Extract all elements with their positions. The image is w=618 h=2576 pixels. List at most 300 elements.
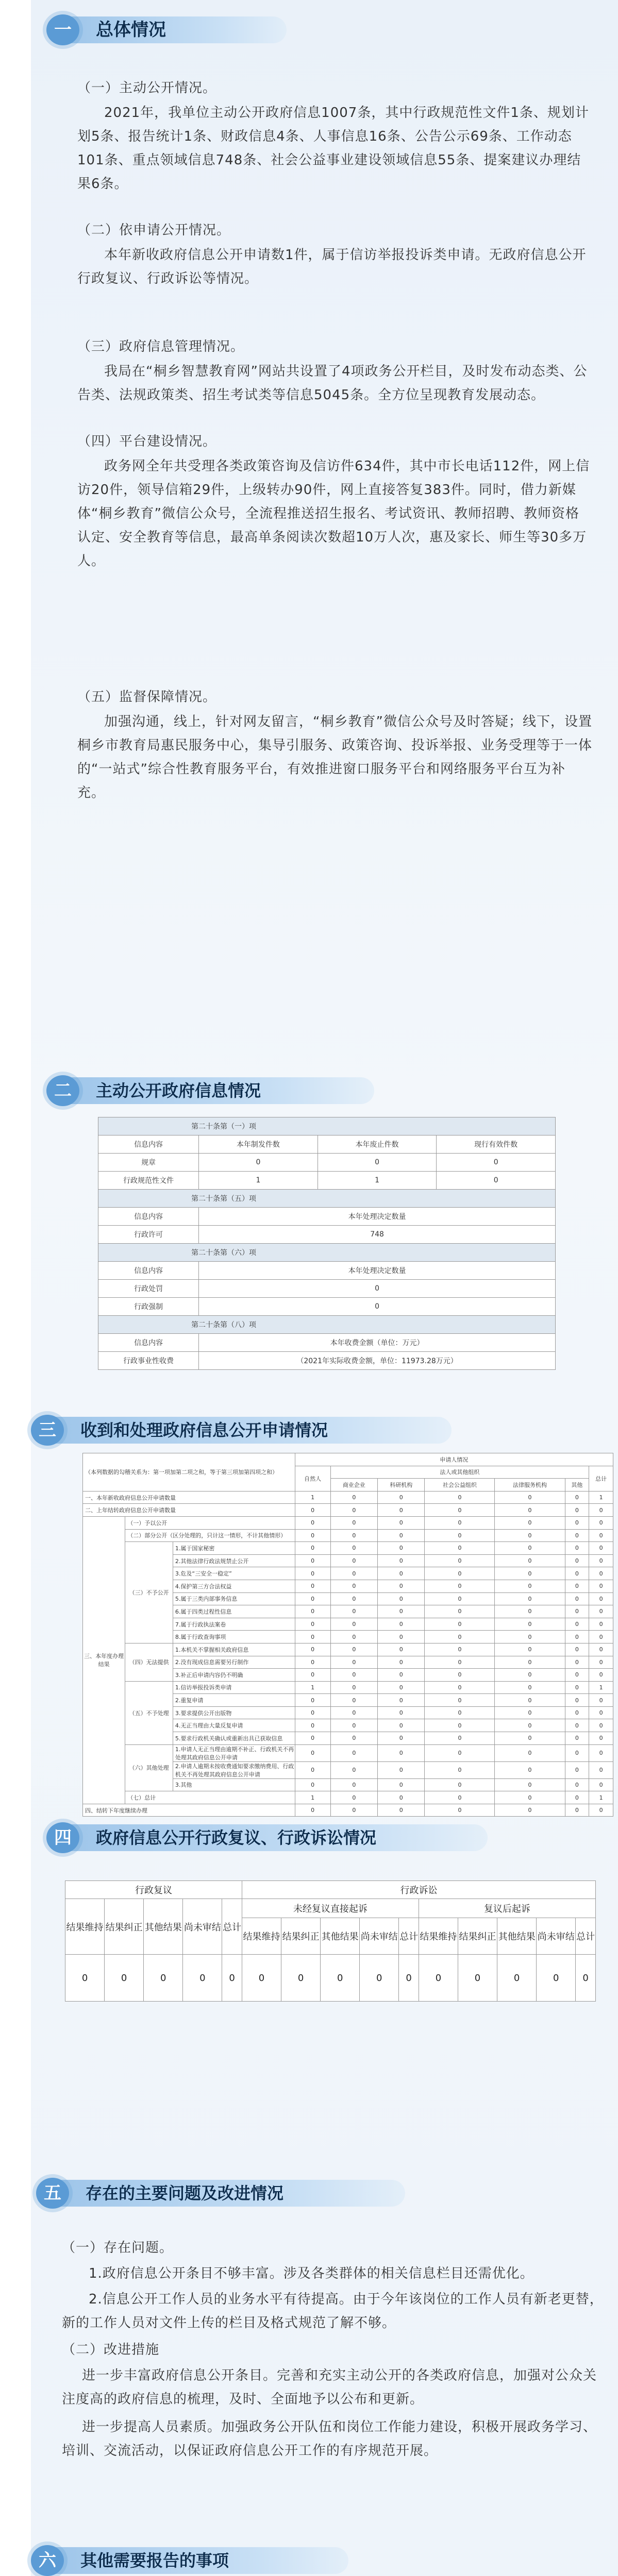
col-header: 结果维持 [419,1918,458,1955]
table-row [83,1804,613,1817]
cell-value: 0 [495,1491,565,1504]
cell-value: 0 [425,1643,495,1656]
row-label: 3.补正后申请内容仍不明确 [173,1669,295,1682]
cell-value: 0 [378,1804,425,1817]
cell-value: 0 [425,1592,495,1605]
col-legal-entities: 法人或其他组织 [330,1466,589,1479]
cell-value: 0 [105,1955,144,2002]
cell-value: 0 [565,1681,589,1694]
cell-value: 0 [321,1955,360,2002]
row-label: 1.申请人无正当理由逾期不补正、行政机关不再处理其政府信息公开申请 [173,1744,295,1761]
admin-litigation-header: 行政诉讼 [242,1881,595,1899]
col-header: 尚未审结 [183,1899,222,1955]
cell-value: 0 [495,1554,565,1567]
col-header: 总计 [399,1918,419,1955]
col-header: 结果纠正 [105,1899,144,1955]
cell-value: 0 [330,1732,377,1745]
cell-value: 0 [495,1719,565,1732]
cell-value: 0 [330,1504,377,1517]
row-label: 5.要求行政机关确认或重新出具已获取信息 [173,1732,295,1745]
cell-value: 0 [565,1732,589,1745]
cell-value: （2021年实际收费金额，单位：11973.28万元） [199,1352,556,1370]
cell-value: 0 [425,1719,495,1732]
cell-value: 0 [425,1516,495,1529]
s5-measures-heading: （二）改进措施 [62,2342,160,2358]
row-label: 规章 [98,1154,199,1172]
cell-value: 0 [295,1732,330,1745]
cell-value: 0 [495,1656,565,1669]
col-sub: 商业企业 [330,1479,377,1492]
cell-value: 0 [495,1542,565,1555]
col-header: 其他结果 [144,1899,183,1955]
cell-value: 0 [565,1706,589,1719]
side-label-results: 三、本年度办理结果 [83,1516,125,1804]
col-sub: 社会公益组织 [425,1479,495,1492]
col-header: 其他结果 [497,1918,537,1955]
cell-value: 0 [565,1592,589,1605]
cell-value: 0 [565,1761,589,1778]
col-header: 尚未审结 [360,1918,399,1955]
cell-value: 0 [295,1778,330,1791]
table-row [83,1516,613,1529]
cell-value: 0 [378,1732,425,1745]
cell-value: 0 [318,1154,437,1172]
corner-note: （本列数据的勾稽关系为：第一项加第二项之和，等于第三项加第四项之和） [83,1453,295,1492]
cell-value: 0 [378,1791,425,1804]
row-label: 3.其他 [173,1778,295,1791]
cell-value: 0 [425,1732,495,1745]
col-header: 本年制发件数 [199,1136,318,1154]
col-header: 结果维持 [65,1899,105,1955]
section-4-header [46,1821,490,1854]
row-label: 3.危及“三安全一稳定” [173,1567,295,1580]
s1-p4-heading: （四）平台建设情况。 [77,434,217,449]
cell-value: 748 [199,1226,556,1244]
cell-value: 0 [378,1618,425,1631]
cell-value: 0 [295,1542,330,1555]
row-label: 一、本年新收政府信息公开申请数量 [83,1491,295,1504]
cell-value: 0 [295,1529,330,1542]
col-header: 其他结果 [321,1918,360,1955]
row-label: 4.无正当理由大量反复申请 [173,1719,295,1732]
cell-value: 0 [495,1681,565,1694]
cell-value: 0 [295,1804,330,1817]
cell-value: 0 [295,1618,330,1631]
cell-value: 0 [565,1605,589,1618]
cell-value: 0 [295,1669,330,1682]
row-label: 行政规范性文件 [98,1172,199,1190]
cell-value: 0 [425,1744,495,1761]
cell-value: 0 [330,1804,377,1817]
cell-value: 0 [589,1744,613,1761]
cell-value: 0 [565,1643,589,1656]
row-label: 2.没有现成信息需要另行制作 [173,1656,295,1669]
cell-value: 0 [378,1567,425,1580]
col-header: 信息内容 [98,1262,199,1280]
cell-value: 0 [589,1804,613,1817]
col-header: 总计 [222,1899,242,1955]
cell-value: 0 [565,1554,589,1567]
cell-value: 0 [378,1694,425,1707]
cell-value: 1 [318,1172,437,1190]
s1-p4-body: 政务网全年共受理各类政策咨询及信访件634件，其中市长电话112件，网上信访20件，领导信箱29件，上级转办90件，网上直接答复383件。同时，借力新媒体“桐乡教育”微信公众号，全流程推送招生报名、考试资讯、教师招聘、教师资格认定、安全教育等信息，最高单条阅读次数超10万人次，惠及家长、师生等30多万人。 [77,459,590,569]
cell-value: 0 [378,1529,425,1542]
cell-value: 0 [144,1955,183,2002]
cell-value: 0 [425,1605,495,1618]
cell-value: 0 [425,1542,495,1555]
s1-p2-heading: （二）依申请公开情况。 [77,223,231,238]
row-label: 7.属于行政执法案卷 [173,1618,295,1631]
cell-value: 0 [537,1955,576,2002]
cell-value: 0 [295,1643,330,1656]
cell-value: 0 [330,1567,377,1580]
row-label: （二）部分公开（区分处理的，只计这一情形，不计其他情形） [125,1529,295,1542]
cell-value: 1 [295,1681,330,1694]
row-label: 8.属于行政查询事项 [173,1631,295,1643]
cell-value: 0 [425,1681,495,1694]
table-row [83,1542,613,1555]
row-label: 行政处罚 [98,1280,199,1298]
cell-value: 0 [295,1516,330,1529]
cell-value: 0 [425,1656,495,1669]
cell-value: 0 [295,1504,330,1517]
row-label: 四、结转下年度继续办理 [83,1804,295,1817]
cell-value: 0 [565,1791,589,1804]
cell-value: 0 [330,1516,377,1529]
col-header: 尚未审结 [537,1918,576,1955]
cell-value: 0 [199,1154,318,1172]
post-review-suit-header: 复议后起诉 [419,1899,595,1918]
cell-value: 0 [589,1605,613,1618]
row-label: 1.属于国家秘密 [173,1542,295,1555]
col-natural-person: 自然人 [295,1466,330,1491]
col-header: 结果维持 [242,1918,281,1955]
s1-p5-heading: （五）监督保障情况。 [77,689,217,705]
col-header: 本年收费金额（单位：万元） [199,1334,556,1352]
table-row [83,1529,613,1542]
col-header: 本年处理决定数量 [199,1208,556,1226]
group-label: （六）其他处理 [125,1744,173,1791]
cell-value: 0 [495,1529,565,1542]
section-3-number: 三 [31,1415,64,1446]
cell-value: 0 [222,1955,242,2002]
s5-measure-1: 进一步丰富政府信息公开条目。完善和充实主动公开的各类政府信息，加强对公众关注度高的政府信息的梳理，及时、全面地予以公布和更新。 [62,2368,597,2407]
s1-p2-body: 本年新收政府信息公开申请数1件，属于信访举报投诉类申请。无政府信息公开行政复议、行政诉讼等情况。 [77,247,587,286]
cell-value: 0 [495,1592,565,1605]
cell-value: 0 [330,1656,377,1669]
cell-value: 0 [378,1631,425,1643]
cell-value: 0 [183,1955,222,2002]
cell-value: 0 [565,1669,589,1682]
section-1-header [46,13,289,46]
section-6-number: 六 [31,2545,64,2576]
cell-value: 0 [330,1778,377,1791]
cell-value: 0 [330,1643,377,1656]
cell-value: 0 [425,1618,495,1631]
cell-value: 0 [565,1656,589,1669]
table-row [83,1491,613,1504]
cell-value: 0 [281,1955,321,2002]
group-label: （四）无法提供 [125,1643,173,1681]
cell-value: 0 [378,1656,425,1669]
table-row [83,1744,613,1761]
cell-value: 0 [425,1791,495,1804]
cell-value: 0 [589,1554,613,1567]
section-2-header [46,1074,376,1107]
cell-value: 0 [425,1631,495,1643]
admin-review-header: 行政复议 [65,1881,242,1899]
cell-value: 1 [589,1491,613,1504]
cell-value: 0 [330,1580,377,1592]
cell-value: 0 [495,1791,565,1804]
row-label: 1.本机关不掌握相关政府信息 [173,1643,295,1656]
s5-issue-2: 2.信息公开工作人员的业务水平有待提高。由于今年该岗位的工作人员有新老更替，新的工作人员对文件上传的栏目及格式规范了解不够。 [62,2292,604,2331]
cell-value: 0 [330,1791,377,1804]
section-6-header [31,2544,350,2576]
cell-value: 0 [330,1529,377,1542]
cell-value: 0 [330,1554,377,1567]
cell-value: 0 [565,1618,589,1631]
cell-value: 0 [589,1732,613,1745]
cell-value: 0 [565,1529,589,1542]
col-sub: 科研机构 [378,1479,425,1492]
cell-value: 0 [425,1567,495,1580]
cell-value: 0 [495,1694,565,1707]
table-row [83,1504,613,1517]
cell-value: 0 [495,1605,565,1618]
col-header: 信息内容 [98,1208,199,1226]
cell-value: 0 [425,1504,495,1517]
cell-value: 0 [589,1669,613,1682]
application-table-body [83,1491,613,1817]
col-header: 信息内容 [98,1136,199,1154]
cell-value: 0 [425,1580,495,1592]
cell-value: 0 [295,1694,330,1707]
cell-value: 0 [565,1542,589,1555]
cell-value: 0 [378,1504,425,1517]
cell-value: 0 [378,1643,425,1656]
cell-value: 0 [589,1778,613,1791]
cell-value: 0 [295,1744,330,1761]
section-1-number: 一 [46,14,79,45]
cell-value: 0 [378,1761,425,1778]
cell-value: 0 [495,1706,565,1719]
cell-value: 0 [458,1955,497,2002]
cell-value: 0 [199,1298,556,1316]
row-label: （一）予以公开 [125,1516,295,1529]
cell-value: 0 [565,1567,589,1580]
cell-value: 0 [565,1778,589,1791]
cell-value: 0 [589,1761,613,1778]
cell-value: 0 [378,1580,425,1592]
cell-value: 0 [495,1732,565,1745]
cell-value: 0 [437,1154,556,1172]
cell-value: 0 [495,1631,565,1643]
cell-value: 0 [495,1778,565,1791]
cell-value: 0 [565,1504,589,1517]
col-sub: 其他 [565,1479,589,1492]
cell-value: 1 [589,1681,613,1694]
col-total: 总计 [589,1466,613,1491]
cell-value: 0 [295,1580,330,1592]
row-label: 行政强制 [98,1298,199,1316]
row-label: 3.要求提供公开出版物 [173,1706,295,1719]
cell-value: 0 [565,1694,589,1707]
cell-value: 0 [589,1516,613,1529]
row-label: 2.申请人逾期未按收费通知要求缴纳费用、行政机关不再处理其政府信息公开申请 [173,1761,295,1778]
cell-value: 0 [589,1618,613,1631]
s1-p1-body: 2021年，我单位主动公开政府信息1007条，其中行政规范性文件1条、规划计划5条、报告统计1条、财政信息4条、人事信息16条、公告公示69条、工作动态101条、重点领域信息748条、社会公益事业建设领域信息55条、提案建议办理结果6条。 [77,105,589,192]
cell-value: 0 [378,1554,425,1567]
col-header: 结果纠正 [458,1918,497,1955]
application-table [82,1453,613,1817]
table-row [83,1643,613,1656]
section-4-title: 政府信息公开行政复议、行政诉讼情况 [71,1824,488,1851]
cell-value: 0 [425,1554,495,1567]
row-label: 行政事业性收费 [98,1352,199,1370]
cell-value: 0 [330,1681,377,1694]
cell-value: 0 [330,1631,377,1643]
section-5-title: 存在的主要问题及改进情况 [61,2180,405,2207]
cell-value: 0 [378,1542,425,1555]
s1-p3-heading: （三）政府信息管理情况。 [77,339,245,354]
cell-value: 0 [378,1719,425,1732]
cell-value: 1 [295,1491,330,1504]
cell-value: 0 [378,1605,425,1618]
s5-issue-1: 1.政府信息公开条目不够丰富。涉及各类群体的相关信息栏目还需优化。 [89,2266,534,2281]
row-label: 5.属于三类内部事务信息 [173,1592,295,1605]
cell-value: 0 [295,1567,330,1580]
band-article-20-8: 第二十条第（八）项 [98,1316,556,1334]
cell-value: 0 [419,1955,458,2002]
cell-value: 0 [295,1631,330,1643]
cell-value: 0 [330,1542,377,1555]
s5-measure-2: 进一步提高人员素质。加强政务公开队伍和岗位工作能力建设，积极开展政务学习、培训、交流活动，以保证政府信息公开工作的有序规范开展。 [62,2419,597,2459]
band-article-20-1: 第二十条第（一）项 [98,1117,556,1136]
cell-value: 0 [589,1504,613,1517]
cell-value: 0 [495,1761,565,1778]
row-label: 2.其他法律行政法规禁止公开 [173,1554,295,1567]
cell-value: 0 [295,1706,330,1719]
section-4-number: 四 [46,1822,79,1853]
s5-issues-heading: （一）存在问题。 [62,2240,174,2256]
section-5-number: 五 [36,2178,69,2209]
cell-value: 0 [330,1618,377,1631]
col-header: 本年处理决定数量 [199,1262,556,1280]
section-5-header [36,2177,407,2210]
row-label: 二、上年结转政府信息公开申请数量 [83,1504,295,1517]
cell-value: 0 [437,1172,556,1190]
cell-value: 0 [425,1761,495,1778]
cell-value: 0 [495,1618,565,1631]
cell-value: 0 [565,1804,589,1817]
cell-value: 0 [576,1955,596,2002]
band-article-20-5: 第二十条第（五）项 [98,1190,556,1208]
cell-value: 0 [425,1778,495,1791]
cell-value: 0 [399,1955,419,2002]
cell-value: 0 [425,1669,495,1682]
cell-value: 0 [589,1656,613,1669]
group-label: （三）不予公开 [125,1542,173,1643]
cell-value: 0 [589,1719,613,1732]
cell-value: 0 [565,1719,589,1732]
band-article-20-6: 第二十条第（六）项 [98,1244,556,1262]
col-header: 本年废止件数 [318,1136,437,1154]
table-row [83,1791,613,1804]
cell-value: 0 [360,1955,399,2002]
cell-value: 0 [495,1567,565,1580]
cell-value: 0 [330,1605,377,1618]
section-6-title: 其他需要报告的事项 [56,2547,348,2574]
cell-value: 0 [589,1706,613,1719]
cell-value: 0 [495,1516,565,1529]
col-header: 结果纠正 [281,1918,321,1955]
col-header: 现行有效件数 [437,1136,556,1154]
cell-value: 0 [565,1491,589,1504]
row-label: 6.属于四类过程性信息 [173,1605,295,1618]
cell-value: 1 [295,1791,330,1804]
col-header: 信息内容 [98,1334,199,1352]
cell-value: 0 [330,1592,377,1605]
cell-value: 0 [295,1592,330,1605]
cell-value: 0 [330,1761,377,1778]
cell-value: 0 [495,1643,565,1656]
review-litigation-table [65,1880,596,2002]
cell-value: 0 [330,1669,377,1682]
cell-value: 0 [425,1706,495,1719]
cell-value: 0 [295,1761,330,1778]
cell-value: 1 [199,1172,318,1190]
cell-value: 0 [295,1605,330,1618]
cell-value: 0 [295,1554,330,1567]
cell-value: 0 [378,1669,425,1682]
cell-value: 0 [330,1744,377,1761]
report-page [31,0,618,2576]
cell-value: 0 [330,1491,377,1504]
cell-value: 0 [495,1504,565,1517]
group-label: （五）不予处理 [125,1681,173,1744]
cell-value: 0 [295,1719,330,1732]
s1-p1-heading: （一）主动公开情况。 [77,80,217,96]
cell-value: 0 [589,1529,613,1542]
review-litigation-values [65,1955,596,2002]
cell-value: 0 [495,1669,565,1682]
row-label: 1.信访举报投诉类申请 [173,1681,295,1694]
cell-value: 0 [378,1744,425,1761]
cell-value: 0 [589,1580,613,1592]
cell-value: 0 [199,1280,556,1298]
cell-value: 0 [378,1778,425,1791]
row-label: 2.重复申请 [173,1694,295,1707]
col-header: 总计 [576,1918,596,1955]
section-3-header [31,1414,454,1447]
col-sub: 法律服务机构 [495,1479,565,1492]
cell-value: 0 [378,1491,425,1504]
cell-value: 0 [565,1580,589,1592]
cell-value: 0 [378,1516,425,1529]
cell-value: 0 [242,1955,281,2002]
cell-value: 0 [330,1719,377,1732]
cell-value: 0 [425,1694,495,1707]
row-label: （七）总计 [125,1791,295,1804]
cell-value: 0 [495,1580,565,1592]
cell-value: 0 [565,1516,589,1529]
cell-value: 0 [330,1694,377,1707]
s1-p5-body: 加强沟通，线上，针对网友留言，“桐乡教育”微信公众号及时答疑；线下，设置桐乡市教育局惠民服务中心，集导引服务、政策咨询、投诉举报、业务受理等于一体的“一站式”综合性教育服务平台，有效推进窗口服务平台和网络服务平台互为补充。 [77,714,593,801]
cell-value: 0 [425,1529,495,1542]
cell-value: 0 [378,1706,425,1719]
cell-value: 0 [495,1744,565,1761]
